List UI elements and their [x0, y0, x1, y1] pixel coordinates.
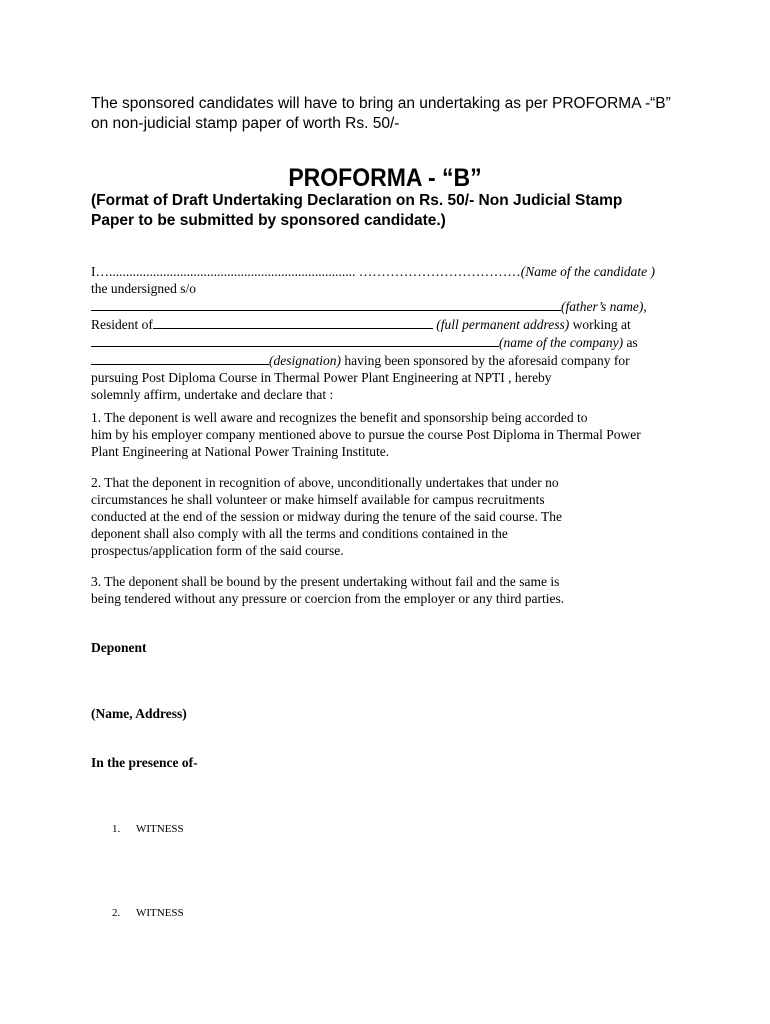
candidate-name-dots-2: ……………………………… — [355, 264, 521, 279]
designation-field[interactable] — [91, 351, 269, 365]
page-title: PROFORMA - “B” — [288, 164, 482, 192]
name-address-heading: (Name, Address) — [91, 706, 187, 721]
intro-line-2: on non-judicial stamp paper of worth Rs. 50/- — [91, 115, 400, 132]
subtitle — [91, 191, 691, 231]
as-label: as — [623, 335, 638, 350]
witness-2-number: 2. — [112, 907, 121, 919]
witness-1-number: 1. — [112, 823, 121, 835]
declaration-line-6 — [91, 351, 691, 369]
declaration-line-3 — [91, 297, 691, 315]
deponent-heading: Deponent — [91, 640, 147, 655]
subtitle-line-1: (Format of Draft Undertaking Declaration on Rs. 50/- Non Judicial Stamp — [91, 192, 623, 209]
clause-2-line-4: deponent shall also comply with all the terms and conditions contained in the — [91, 526, 508, 541]
declaration-line-8: solemnly affirm, undertake and declare that : — [91, 387, 334, 402]
declaration-line-7: pursuing Post Diploma Course in Thermal Power Plant Engineering at NPTI , hereby — [91, 370, 552, 385]
clause-3-line-2: being tendered without any pressure or coercion from the employer or any third parties. — [91, 591, 565, 606]
witness-1 — [112, 822, 184, 836]
resident-of-label: Resident of — [91, 317, 153, 332]
declaration-block — [91, 263, 691, 403]
witness-2-label: WITNESS — [136, 907, 184, 919]
clause-1-line-3: Plant Engineering at National Power Training Institute. — [91, 444, 390, 459]
candidate-name-label: (Name of the candidate ) — [520, 264, 655, 279]
company-field[interactable] — [91, 333, 499, 347]
address-field[interactable] — [153, 315, 433, 329]
declaration-line-2: the undersigned s/o — [91, 281, 196, 296]
witness-1-label: WITNESS — [136, 823, 184, 835]
witness-2 — [112, 906, 184, 920]
clause-1-line-1: 1. The deponent is well aware and recognizes the benefit and sponsorship being accorded to — [91, 410, 588, 425]
clause-2-line-2: circumstances he shall volunteer or make himself available for campus recruitments — [91, 492, 545, 507]
declaration-line-4 — [91, 315, 691, 333]
presence-heading: In the presence of- — [91, 755, 198, 770]
intro-line-1: The sponsored candidates will have to bring an undertaking as per PROFORMA -“B” — [91, 95, 671, 112]
clause-1-line-2: him by his employer company mentioned above to pursue the course Post Diploma in Thermal Power — [91, 427, 641, 442]
declaration-line-5 — [91, 333, 691, 351]
clause-2-line-5: prospectus/application form of the said course. — [91, 543, 344, 558]
clause-2 — [91, 474, 691, 559]
sponsored-text: having been sponsored by the aforesaid company for — [341, 353, 630, 368]
clause-2-line-3: conducted at the end of the session or midway during the tenure of the said course. The — [91, 509, 562, 524]
clause-3 — [91, 573, 691, 607]
father-name-field[interactable] — [91, 297, 561, 311]
address-label: (full permanent address) — [436, 317, 570, 332]
clause-2-line-1: 2. That the deponent in recognition of above, unconditionally undertakes that under no — [91, 475, 559, 490]
intro-note — [91, 94, 731, 134]
candidate-name-dots: I…......................................................................... — [91, 264, 356, 279]
company-label: (name of the company) — [499, 335, 624, 350]
clause-3-line-1: 3. The deponent shall be bound by the present undertaking without fail and the same is — [91, 574, 560, 589]
working-at-label: working at — [569, 317, 631, 332]
declaration-line-1 — [91, 263, 691, 280]
clause-1 — [91, 409, 691, 460]
father-name-label: (father’s name), — [561, 299, 647, 314]
designation-label: (designation) — [269, 353, 341, 368]
subtitle-line-2: Paper to be submitted by sponsored candidate.) — [91, 212, 446, 229]
